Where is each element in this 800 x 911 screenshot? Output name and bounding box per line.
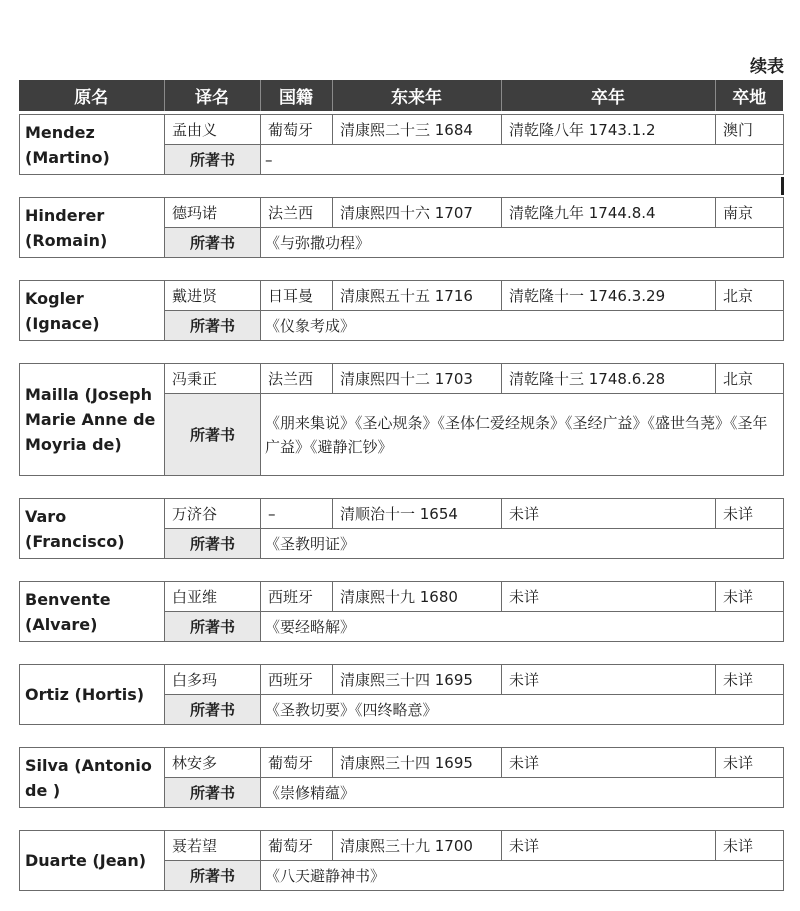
- works-list: 《仪象考成》: [261, 311, 784, 341]
- arrival-year: 清康熙三十四 1695: [333, 748, 502, 778]
- table-entry: [19, 830, 784, 891]
- table-entry: [19, 498, 784, 559]
- works-list: 《朋来集说》《圣心规条》《圣体仁爱经规条》《圣经广益》《盛世刍荛》《圣年广益》《避静汇钞》: [261, 394, 784, 476]
- death-place: 南京: [716, 198, 784, 228]
- arrival-year: 清康熙二十三 1684: [333, 115, 502, 145]
- works-label: 所著书: [165, 311, 261, 341]
- nationality: 葡萄牙: [261, 748, 333, 778]
- death-year: 清乾隆九年 1744.8.4: [502, 198, 716, 228]
- works-list: 《要经略解》: [261, 612, 784, 642]
- works-label: 所著书: [165, 529, 261, 559]
- original-name: Varo (Francisco): [20, 499, 165, 559]
- original-name: Mendez (Martino): [20, 115, 165, 175]
- original-name: Duarte (Jean): [20, 831, 165, 891]
- death-place: 未详: [716, 665, 784, 695]
- original-name: Ortiz (Hortis): [20, 665, 165, 725]
- arrival-year: 清顺治十一 1654: [333, 499, 502, 529]
- nationality: 葡萄牙: [261, 831, 333, 861]
- death-year: 未详: [502, 831, 716, 861]
- death-place: 未详: [716, 582, 784, 612]
- translated-name: 聂若望: [165, 831, 261, 861]
- table-entry: [19, 581, 784, 642]
- original-name: Benvente (Alvare): [20, 582, 165, 642]
- header-arrival-year: 东来年: [332, 80, 501, 111]
- edge-mark: [781, 177, 784, 195]
- original-name: Kogler (Ignace): [20, 281, 165, 341]
- death-year: 清乾隆十三 1748.6.28: [502, 364, 716, 394]
- works-label: 所著书: [165, 612, 261, 642]
- header-nationality: 国籍: [260, 80, 332, 111]
- works-label: 所著书: [165, 394, 261, 476]
- header-death-year: 卒年: [501, 80, 715, 111]
- translated-name: 万济谷: [165, 499, 261, 529]
- translated-name: 冯秉正: [165, 364, 261, 394]
- works-list: 《八天避静神书》: [261, 861, 784, 891]
- works-list: 《圣教明证》: [261, 529, 784, 559]
- death-year: 未详: [502, 748, 716, 778]
- translated-name: 戴进贤: [165, 281, 261, 311]
- nationality: 法兰西: [261, 364, 333, 394]
- translated-name: 白亚维: [165, 582, 261, 612]
- continued-table-label: 续表: [750, 57, 784, 77]
- table-entry: [19, 197, 784, 258]
- header-original-name: 原名: [19, 80, 164, 111]
- nationality: 日耳曼: [261, 281, 333, 311]
- works-label: 所著书: [165, 695, 261, 725]
- nationality: 西班牙: [261, 582, 333, 612]
- arrival-year: 清康熙四十六 1707: [333, 198, 502, 228]
- arrival-year: 清康熙三十九 1700: [333, 831, 502, 861]
- nationality: 葡萄牙: [261, 115, 333, 145]
- works-list: 《与弥撒功程》: [261, 228, 784, 258]
- works-label: 所著书: [165, 778, 261, 808]
- death-place: 北京: [716, 281, 784, 311]
- original-name: Mailla (Joseph Marie Anne de Moyria de): [20, 364, 165, 476]
- table-entry: [19, 363, 784, 476]
- arrival-year: 清康熙四十二 1703: [333, 364, 502, 394]
- death-year: 未详: [502, 499, 716, 529]
- header-translated-name: 译名: [164, 80, 260, 111]
- table-header: [19, 80, 783, 111]
- death-place: 未详: [716, 499, 784, 529]
- death-place: 澳门: [716, 115, 784, 145]
- arrival-year: 清康熙十九 1680: [333, 582, 502, 612]
- works-label: 所著书: [165, 861, 261, 891]
- works-list: 《圣教切要》《四终略意》: [261, 695, 784, 725]
- death-place: 未详: [716, 748, 784, 778]
- nationality: –: [261, 499, 333, 529]
- death-year: 清乾隆八年 1743.1.2: [502, 115, 716, 145]
- table-entry: [19, 280, 784, 341]
- original-name: Hinderer (Romain): [20, 198, 165, 258]
- translated-name: 德玛诺: [165, 198, 261, 228]
- death-place: 未详: [716, 831, 784, 861]
- death-place: 北京: [716, 364, 784, 394]
- translated-name: 孟由义: [165, 115, 261, 145]
- arrival-year: 清康熙五十五 1716: [333, 281, 502, 311]
- table-entry: [19, 747, 784, 808]
- arrival-year: 清康熙三十四 1695: [333, 665, 502, 695]
- death-year: 清乾隆十一 1746.3.29: [502, 281, 716, 311]
- death-year: 未详: [502, 665, 716, 695]
- original-name: Silva (Antonio de ): [20, 748, 165, 808]
- table-entry: [19, 114, 784, 175]
- death-year: 未详: [502, 582, 716, 612]
- translated-name: 白多玛: [165, 665, 261, 695]
- works-list: –: [261, 145, 784, 175]
- nationality: 西班牙: [261, 665, 333, 695]
- translated-name: 林安多: [165, 748, 261, 778]
- nationality: 法兰西: [261, 198, 333, 228]
- table-entry: [19, 664, 784, 725]
- works-label: 所著书: [165, 228, 261, 258]
- header-death-place: 卒地: [715, 80, 783, 111]
- works-label: 所著书: [165, 145, 261, 175]
- works-list: 《崇修精蕴》: [261, 778, 784, 808]
